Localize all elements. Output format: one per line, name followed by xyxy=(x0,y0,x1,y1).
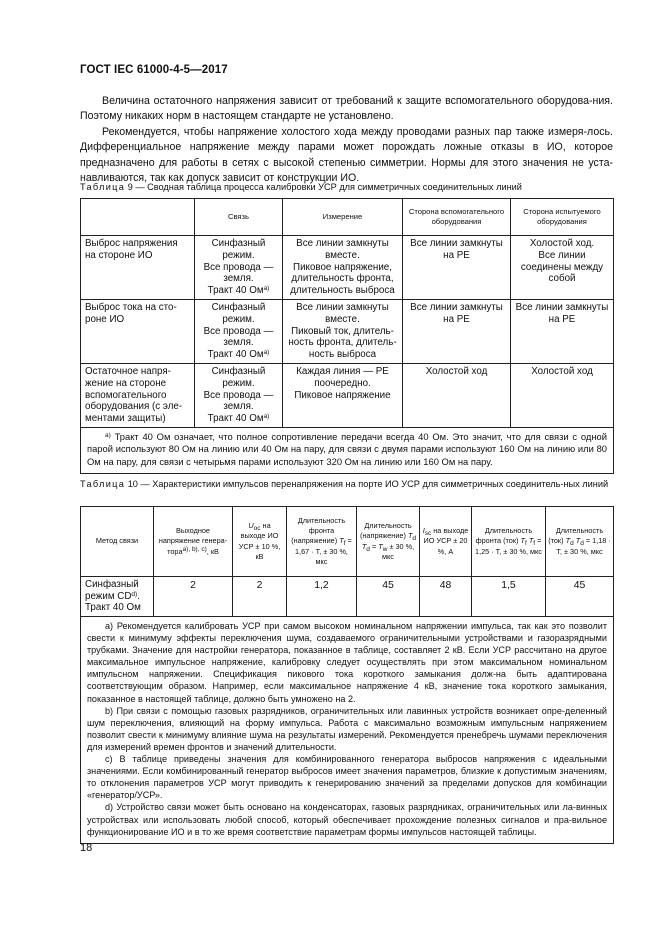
table-cell: 1,5 xyxy=(472,577,546,617)
header-text: Длительность (напряжение) xyxy=(359,521,412,541)
table10-header-duration-i: Длительность (ток) $T_d$ $T_d = 1,18 \cdot T$, ± 30 %, мкс xyxy=(546,507,614,577)
header-formula: = 1,18 · T, ± 30 %, мкс xyxy=(556,536,611,556)
header-text: на выходе ИО УСР ± 10 %, кВ xyxy=(238,521,281,561)
table10-header-front-i: Длительность фронта (ток) $T_f$ $T_f = 1,25 \cdot T$, ± 30 %, мкс xyxy=(472,507,546,577)
paragraph-1: Величина остаточного напряжения зависит от требований к защите вспомогательного оборудова-ния. Поэтому никаких норм в настоящем стандарте не установлено. xyxy=(80,95,613,123)
table10-method-cell: Синфазный режим CD$^{d)}$. Тракт 40 Ом xyxy=(81,577,154,617)
table-cell: Холостой ход. Все линии соединены между собой xyxy=(511,236,614,300)
note-text: Тракт 40 Ом означает, что полное сопротивление передачи всегда 40 Ом. Это значит, что для связи с одной парой используют 80 Ом на линию или 40 Ом на пару, для связи с двумя парами используют 160 Ом на линию или 80 Ом на пару, для связи с четырьмя парами используют 320 Ом на линию или 160 Ом на пару. xyxy=(87,430,607,467)
table-cell: 1,2 xyxy=(287,577,357,617)
footnote-mark: a) xyxy=(105,431,111,439)
cell-text: Синфазный режим. Все провода — земля. Тракт 40 Ом xyxy=(203,238,274,297)
table-cell: Остаточное напря-жение на стороне вспомогательного оборудования (с эле-ментами защиты) xyxy=(81,363,195,427)
table-cell: Все линии замкнуты на PE xyxy=(403,236,511,300)
table9-caption-text: 9 — Сводная таблица процесса калибровки УСР для симметричных соединительных линий xyxy=(127,182,522,192)
table10-header-duration: Длительность (напряжение) $T_d$ $T_d = T_w \pm 30$ %, мкс xyxy=(357,507,420,577)
header-text: Длительность фронта (ток) xyxy=(475,526,533,546)
table-cell: 45 xyxy=(357,577,420,617)
cell-text: Синфазный режим CD xyxy=(85,579,139,602)
table10-notes xyxy=(81,617,614,844)
table-cell xyxy=(195,299,283,363)
table10-header-voltage: Выходное напряжение генера-тора$^{a), b), c)}$, кВ xyxy=(154,507,233,577)
symbol: U xyxy=(248,521,254,531)
table10-caption-label: Таблица xyxy=(80,479,126,489)
table9-note-row xyxy=(81,427,614,474)
footnote-ref: a) xyxy=(263,349,270,357)
table-cell: Все линии замкнуты на PE xyxy=(403,299,511,363)
table9-header-cell: Связь xyxy=(195,199,283,236)
table10-header-front: Длительность фронта (напряжение) $T_f = 1,67 \cdot T$, ± 30 %, мкс xyxy=(287,507,357,577)
table10-caption-text: 10 — Характеристики импульсов перенапряжения на порте ИО УСР для симметричных соединитель-ных линий xyxy=(127,479,609,489)
table-row xyxy=(81,299,614,363)
table-cell: 2 xyxy=(154,577,233,617)
header-formula: ± 30 %, мкс xyxy=(382,541,415,561)
table-cell: 2 xyxy=(233,577,287,617)
table10-header-row xyxy=(81,507,614,577)
note-d: d) Устройство связи может быть основано на конденсаторах, газовых разрядниках, ограничительных или ла-винных устройствах или использовать любой способ, который обеспечивает прохождение полезных сигналов и пра-вильное функционирование ИО и в то же время соответствие параметрам формы импульсов настоящей таблицы. xyxy=(87,802,607,837)
note-b: b) При связи с помощью газовых разрядников, ограничительных или лавинных устройств возникает опре-деленный шум переключения, влияющий на форму импульса. Работа с максимально возможным импульсным напряжением позволит свести к минимуму влияние шума на результаты измерений. Рекомендуется пренебречь шумами переключения для измерений времен фронтов и значений длительности. xyxy=(87,705,607,752)
paragraph-2: Рекомендуется, чтобы напряжение холостого хода между проводами разных пар также измеря-лось. Дифференциальное напряжение между парами может порождать ложные отказы в ИО, которое предназначено для работы в сетях с высокой степенью симметрии. Нормы для этого значения не уста-навливаются, так как допуск зависит от конструкции ИО. xyxy=(80,126,613,185)
table9-header-row xyxy=(81,199,614,236)
table-cell xyxy=(195,236,283,300)
header-formula: = 1,25 · T, ± 30 %, мкс xyxy=(475,536,542,556)
document-header: ГОСТ IEC 61000-4-5—2017 xyxy=(80,64,228,76)
table9-caption-label: Таблица xyxy=(80,182,126,192)
note-c: c) В таблице приведены значения для комбинированного генератора выбросов напряжения с идеальными значениями. Если комбинированный генератор выбросов имеет значения параметров, близкие к допустимым значениям, то отклонения параметров УСР могут приводить к генерированию значений за пределами допусков для комбинации «генератор/УСР». xyxy=(87,754,607,801)
table10-caption xyxy=(80,478,613,490)
header-unit: кВ xyxy=(210,546,219,556)
symbol-sub: sc xyxy=(424,530,432,538)
header-text: Выходное напряжение генера-тора xyxy=(158,526,228,556)
table-10 xyxy=(80,506,614,844)
table-row xyxy=(81,577,614,617)
table9-note xyxy=(81,427,614,474)
table-cell: Холостой ход xyxy=(403,363,511,427)
table10-notes-row xyxy=(81,617,614,844)
page-number: 18 xyxy=(80,842,93,854)
footnote-ref: a) xyxy=(263,285,270,293)
table-cell xyxy=(195,363,283,427)
table-cell: Все линии замкнуты вместе. Пиковый ток, длитель-ность фронта, длитель-ность выброса xyxy=(283,299,403,363)
table9-header-cell: Измерение xyxy=(283,199,403,236)
header-text: Длительность фронта (напряжение) xyxy=(291,515,346,546)
table10-header-isc xyxy=(420,507,472,577)
table-cell: 48 xyxy=(420,577,472,617)
table-cell: 45 xyxy=(546,577,614,617)
table-cell: Холостой ход xyxy=(511,363,614,427)
table9-caption xyxy=(80,181,613,193)
table-9 xyxy=(80,198,614,474)
table-cell: Все линии замкнуты вместе. Пиковое напряжение, длительность фронта, длительность выброса xyxy=(283,236,403,300)
symbol: I xyxy=(422,526,425,536)
header-text: Длительность (ток) xyxy=(548,526,604,546)
table-row xyxy=(81,363,614,427)
table9-header-cell: Сторона вспомогательного оборудования xyxy=(403,199,511,236)
table-cell: Выброс напряжения на стороне ИО xyxy=(81,236,195,300)
table10-header-uoc xyxy=(233,507,287,577)
header-formula: = 1,67 · T, ± 30 %, мкс xyxy=(295,536,352,566)
cell-text: Синфазный режим. Все провода — земля. Тракт 40 Ом xyxy=(203,365,274,425)
footnote-ref: a) xyxy=(263,413,270,421)
table9-header-cell: Сторона испытуемого оборудования xyxy=(511,199,614,236)
note-a: a) Рекомендуется калибровать УСР при самом высоком номинальном напряжении импульса, так как это позволит свести к минимуму эффекты переключения шума, создаваемого ограничительными устройствами и газоразрядными трубками. Значение для настройки генератора, показанное в таблице, составляет 2 кВ. Если УСР рассчитано на другое максимальное импульсное напряжение, калибровку следует осуществлять при этом максимальном номинальном импульсном напряжении. Спецификация пикового тока короткого замыкания долж-на быть адаптирована соответствующим образом. Например, если максимальное напряжение 4 кВ, значение тока короткого замыкания, показанное в настоящей таблице, должно быть умножено на 2. xyxy=(87,621,607,704)
header-text: на выходе ИО УСР ± 20 %, А xyxy=(423,526,469,556)
cell-text: Синфазный режим. Все провода — земля. Тракт 40 Ом xyxy=(203,301,274,361)
cell-text: Тракт 40 Ом xyxy=(85,602,141,614)
table9-header-cell xyxy=(81,199,195,236)
table-cell: Выброс тока на сто-роне ИО xyxy=(81,299,195,363)
table10-header-method: Метод связи xyxy=(81,507,154,577)
symbol-sub: oc xyxy=(253,525,261,533)
table-cell: Все линии замкнуты на PE xyxy=(511,299,614,363)
table-row xyxy=(81,236,614,300)
table-cell: Каждая линия — PE поочередно. Пиковое напряжение xyxy=(283,363,403,427)
